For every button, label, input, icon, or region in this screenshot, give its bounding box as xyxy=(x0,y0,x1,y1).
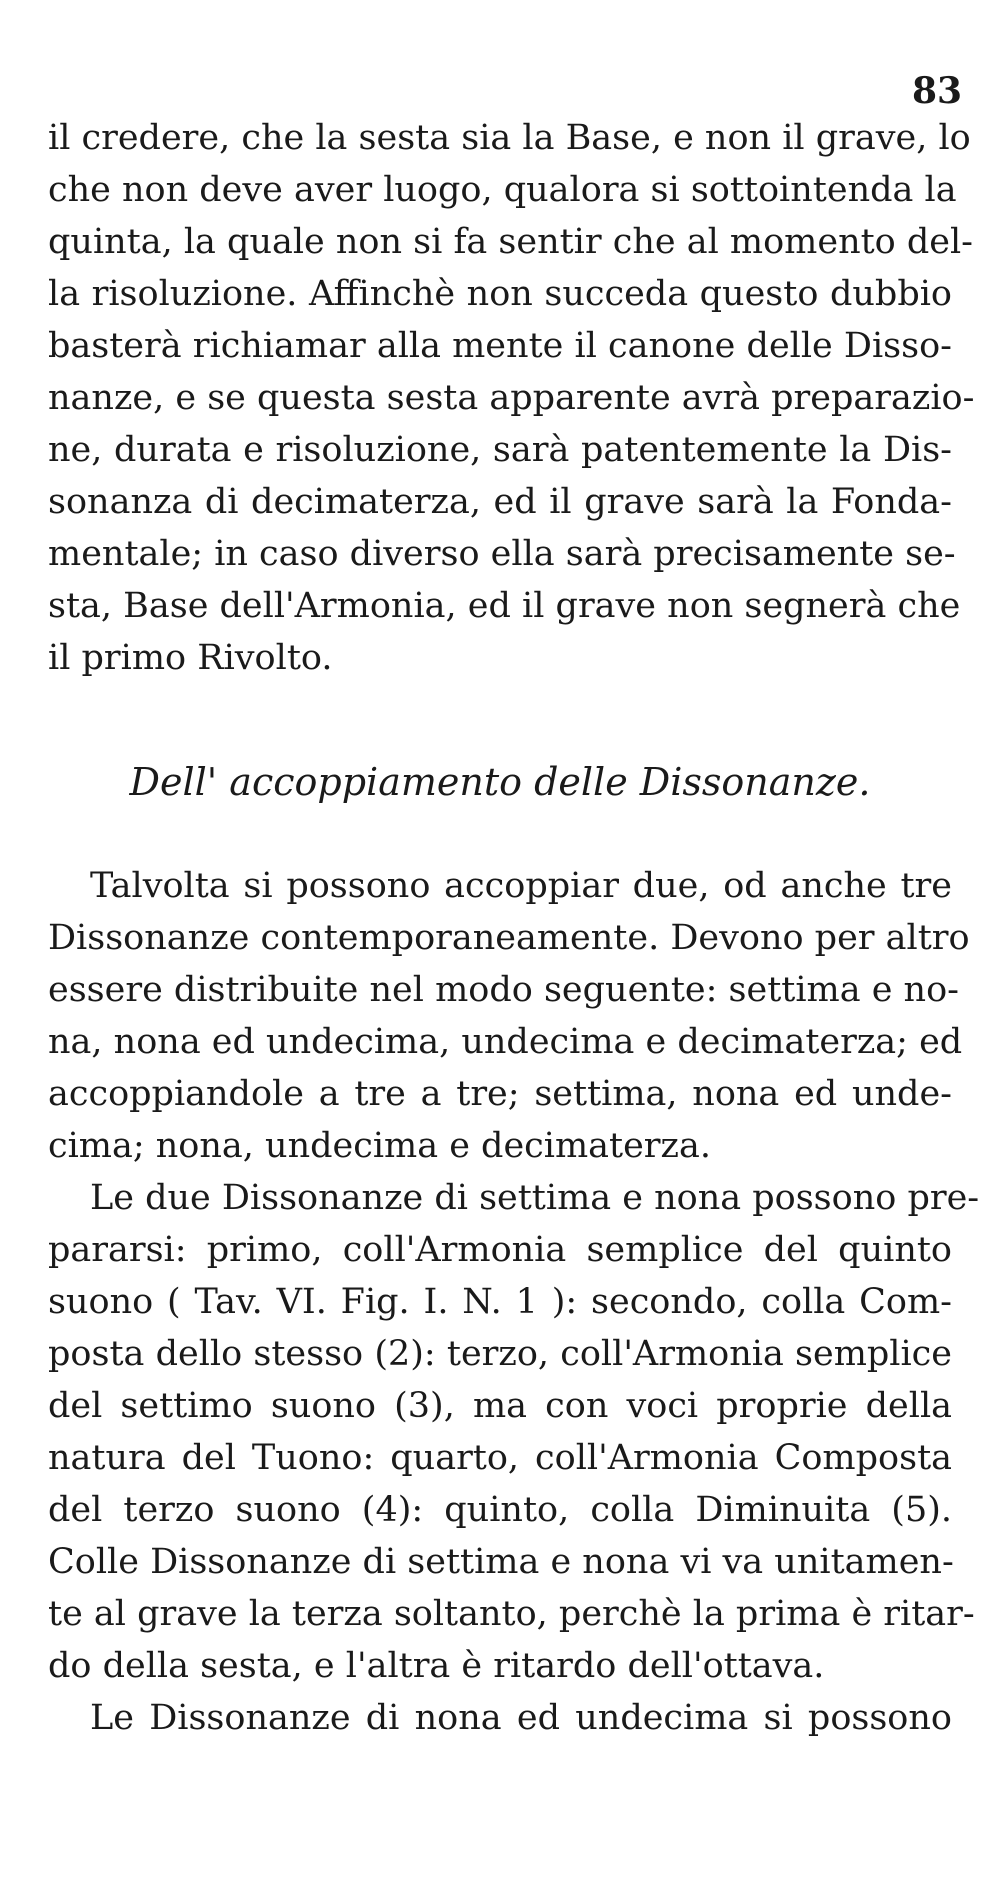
page-number: 83 xyxy=(912,70,963,112)
text-line: sta, Base dell'Armonia, ed il grave non segnerà che xyxy=(48,586,961,626)
text-line: che non deve aver luogo, qualora si sottointenda la xyxy=(48,170,957,210)
text-line: il primo Rivolto. xyxy=(48,638,333,678)
text-line: del settimo suono (3), ma con voci proprie della xyxy=(48,1386,952,1426)
text-line: Le Dissonanze di nona ed undecima si possono xyxy=(90,1698,952,1738)
text-line: accoppiandole a tre a tre; settima, nona ed unde- xyxy=(48,1074,952,1114)
section-heading: Dell' accoppiamento delle Dissonanze. xyxy=(129,760,871,804)
text-line: mentale; in caso diverso ella sarà precisamente se- xyxy=(48,534,956,574)
text-line: do della sesta, e l'altra è ritardo dell'ottava. xyxy=(48,1646,825,1686)
text-line: na, nona ed undecima, undecima e decimaterza; ed xyxy=(48,1022,963,1062)
text-line: nanze, e se questa sesta apparente avrà preparazio- xyxy=(48,378,975,418)
text-line: essere distribuite nel modo seguente: settima e no- xyxy=(48,970,959,1010)
text-line: posta dello stesso (2): terzo, coll'Armonia semplice xyxy=(48,1334,952,1374)
text-line: Talvolta si possono accoppiar due, od anche tre xyxy=(90,866,952,906)
text-line: il credere, che la sesta sia la Base, e non il grave, lo xyxy=(48,118,971,158)
text-line: Dissonanze contemporaneamente. Devono per altro xyxy=(48,918,970,958)
text-line: basterà richiamar alla mente il canone delle Disso- xyxy=(48,326,952,366)
text-line: Le due Dissonanze di settima e nona possono pre- xyxy=(90,1178,980,1218)
text-line: cima; nona, undecima e decimaterza. xyxy=(48,1126,711,1166)
text-line: del terzo suono (4): quinto, colla Diminuita (5). xyxy=(48,1490,952,1530)
text-line: natura del Tuono: quarto, coll'Armonia Composta xyxy=(48,1438,952,1478)
text-line: suono ( Tav. VI. Fig. I. N. 1 ): secondo, colla Com- xyxy=(48,1282,952,1322)
text-line: Colle Dissonanze di settima e nona vi va unitamen- xyxy=(48,1542,954,1582)
text-line: te al grave la terza soltanto, perchè la prima è ritar- xyxy=(48,1594,975,1634)
text-line: la risoluzione. Affinchè non succeda questo dubbio xyxy=(48,274,952,314)
text-line: quinta, la quale non si fa sentir che al momento del- xyxy=(48,222,974,262)
text-line: sonanza di decimaterza, ed il grave sarà la Fonda- xyxy=(48,482,952,522)
text-line: ne, durata e risoluzione, sarà patentemente la Dis- xyxy=(48,430,952,470)
text-line: pararsi: primo, coll'Armonia semplice del quinto xyxy=(48,1230,952,1270)
